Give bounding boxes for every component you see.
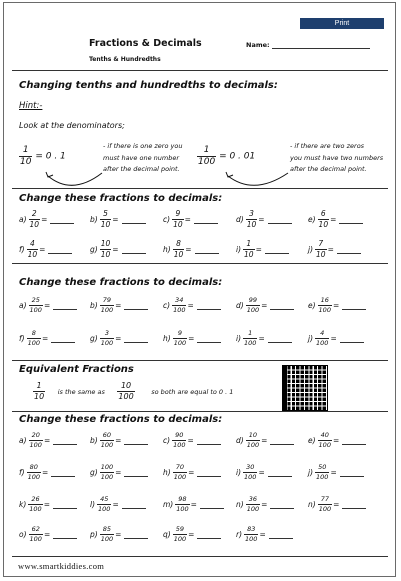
question-s2-9: j) $\frac{4}{100}$ = — [308, 330, 364, 346]
question-s1-1: b) $\frac{5}{10}$ = — [90, 210, 146, 228]
worksheet-title: Fractions & Decimals — [89, 38, 202, 49]
answer-blank[interactable] — [53, 500, 77, 509]
question-label: g) — [90, 244, 98, 254]
question-label: a) — [19, 214, 27, 224]
equivalent-fraction-2: $\frac{10}{100}$ — [118, 381, 134, 401]
question-fraction: $\frac{59}{100}$ — [173, 525, 187, 543]
question-label: f) — [19, 333, 25, 343]
question-fraction: $\frac{8}{100}$ — [27, 329, 40, 347]
answer-blank[interactable] — [268, 215, 292, 224]
question-fraction: $\frac{3}{10}$ — [246, 209, 257, 229]
answer-blank[interactable] — [197, 436, 221, 445]
answer-blank[interactable] — [200, 500, 224, 509]
question-label: j) — [308, 467, 314, 477]
answer-blank[interactable] — [269, 530, 293, 539]
arrow-hundredths — [228, 173, 288, 185]
question-fraction: $\frac{79}{100}$ — [100, 296, 114, 314]
question-fraction: $\frac{8}{10}$ — [173, 239, 184, 259]
question-label: i) — [236, 467, 242, 477]
question-s3-17: q) $\frac{59}{100}$ = — [163, 526, 221, 542]
question-label: n) — [308, 499, 316, 509]
question-fraction: $\frac{90}{100}$ — [173, 431, 186, 449]
answer-blank[interactable] — [270, 500, 294, 509]
question-fraction: $\frac{10}{10}$ — [100, 239, 111, 259]
question-s2-5: f) $\frac{8}{100}$ = — [19, 330, 75, 346]
answer-blank[interactable] — [270, 301, 294, 310]
question-s3-10: k) $\frac{26}{100}$ = — [19, 496, 77, 512]
question-label: g) — [90, 333, 98, 343]
question-s3-6: g) $\frac{100}{100}$ = — [90, 464, 148, 480]
question-label: f) — [19, 244, 25, 254]
question-s1-7: h) $\frac{8}{10}$ = — [163, 240, 219, 258]
example-tenths-note: - if there is one zero you must have one number after the decimal point. — [103, 142, 183, 173]
equivalent-heading: Equivalent Fractions — [19, 364, 134, 375]
question-label: c) — [163, 435, 171, 445]
answer-blank[interactable] — [124, 468, 148, 477]
question-s2-7: h) $\frac{9}{100}$ = — [163, 330, 221, 346]
question-s1-6: g) $\frac{10}{10}$ = — [90, 240, 146, 258]
hundred-grid-image — [282, 365, 328, 411]
question-fraction: $\frac{60}{100}$ — [100, 431, 114, 449]
question-label: p) — [90, 529, 98, 539]
question-fraction: $\frac{9}{10}$ — [173, 209, 183, 229]
question-fraction: $\frac{7}{10}$ — [316, 239, 326, 259]
answer-blank[interactable] — [268, 468, 292, 477]
question-fraction: $\frac{85}{100}$ — [100, 525, 114, 543]
question-label: i) — [236, 333, 242, 343]
arrow-tenths — [48, 173, 102, 185]
question-fraction: $\frac{100}{100}$ — [100, 463, 114, 481]
question-fraction: $\frac{9}{100}$ — [173, 329, 187, 347]
question-fraction: $\frac{10}{100}$ — [246, 431, 260, 449]
section2-heading: Change these fractions to decimals: — [19, 277, 223, 288]
question-s1-2: c) $\frac{9}{10}$ = — [163, 210, 218, 228]
question-label: i) — [236, 244, 242, 254]
question-label: n) — [236, 499, 244, 509]
divider-footer — [12, 556, 388, 557]
divider-3 — [12, 360, 388, 361]
answer-blank[interactable] — [340, 468, 364, 477]
question-fraction: $\frac{80}{100}$ — [27, 463, 40, 481]
question-s3-11: l) $\frac{45}{100}$ = — [90, 496, 146, 512]
divider-4 — [12, 411, 388, 412]
answer-blank[interactable] — [270, 436, 294, 445]
intro-heading: Changing tenths and hundredths to decimals: — [19, 80, 278, 91]
question-s1-4: e) $\frac{6}{10}$ = — [308, 210, 363, 228]
answer-blank[interactable] — [124, 436, 148, 445]
question-label: g) — [90, 467, 98, 477]
question-label: r) — [236, 529, 243, 539]
question-label: d) — [236, 435, 244, 445]
question-fraction: $\frac{45}{100}$ — [98, 495, 111, 513]
question-label: f) — [19, 467, 25, 477]
question-fraction: $\frac{6}{10}$ — [318, 209, 329, 229]
question-label: e) — [308, 435, 316, 445]
question-label: d) — [236, 300, 244, 310]
answer-blank[interactable] — [122, 245, 146, 254]
answer-blank[interactable] — [197, 334, 221, 343]
question-s3-9: j) $\frac{50}{100}$ = — [308, 464, 364, 480]
question-s1-3: d) $\frac{3}{10}$ = — [236, 210, 292, 228]
question-label: q) — [163, 529, 171, 539]
question-s3-2: c) $\frac{90}{100}$ = — [163, 432, 221, 448]
question-s3-13: n) $\frac{36}{100}$ = — [236, 496, 294, 512]
question-s2-3: d) $\frac{99}{100}$ = — [236, 297, 294, 313]
question-label: k) — [19, 499, 27, 509]
question-label: l) — [90, 499, 96, 509]
equivalent-statement: $\frac{1}{10}$ is the same as $\frac{10}{100}$ so both are equal to 0 . 1 — [34, 381, 234, 401]
section3-heading: Change these fractions to decimals: — [19, 414, 223, 425]
question-fraction: $\frac{4}{100}$ — [316, 329, 329, 347]
question-s1-9: j) $\frac{7}{10}$ = — [308, 240, 361, 258]
question-label: h) — [163, 333, 171, 343]
question-label: b) — [90, 214, 98, 224]
question-s2-4: e) $\frac{16}{100}$ = — [308, 297, 366, 313]
question-label: d) — [236, 214, 244, 224]
question-fraction: $\frac{50}{100}$ — [316, 463, 329, 481]
answer-blank[interactable] — [50, 215, 74, 224]
answer-blank[interactable] — [342, 301, 366, 310]
answer-blank[interactable] — [122, 215, 146, 224]
example-hundredths: $\frac{1}{100}$ = 0 . 01 — [198, 145, 256, 167]
question-fraction: $\frac{77}{100}$ — [318, 495, 332, 513]
question-fraction: $\frac{25}{100}$ — [29, 296, 42, 314]
question-fraction: $\frac{2}{10}$ — [29, 209, 40, 229]
question-s1-8: i) $\frac{1}{10}$ = — [236, 240, 289, 258]
question-fraction: $\frac{1}{10}$ — [244, 239, 254, 259]
question-fraction: $\frac{4}{10}$ — [27, 239, 38, 259]
example-tenths: $\frac{1}{10}$ = 0 . 1 — [20, 145, 66, 167]
answer-blank[interactable] — [122, 500, 146, 509]
answer-blank[interactable] — [51, 334, 75, 343]
answer-blank[interactable] — [194, 215, 218, 224]
answer-blank[interactable] — [124, 301, 148, 310]
question-s3-16: p) $\frac{85}{100}$ = — [90, 526, 148, 542]
question-label: a) — [19, 300, 27, 310]
question-label: h) — [163, 467, 171, 477]
example-hundredths-note: - if there are two zeros you must have two numbers after the decimal point. — [290, 142, 384, 173]
answer-blank[interactable] — [342, 436, 366, 445]
question-label: j) — [308, 244, 314, 254]
question-s3-4: e) $\frac{40}{100}$ = — [308, 432, 366, 448]
answer-blank[interactable] — [268, 334, 292, 343]
answer-blank[interactable] — [124, 530, 148, 539]
footer-website: www.smartkiddies.com — [18, 561, 105, 571]
question-fraction: $\frac{70}{100}$ — [173, 463, 187, 481]
answer-blank[interactable] — [197, 530, 221, 539]
question-label: c) — [163, 300, 171, 310]
answer-blank[interactable] — [340, 334, 364, 343]
question-label: b) — [90, 435, 98, 445]
answer-blank[interactable] — [53, 436, 77, 445]
question-s3-1: b) $\frac{60}{100}$ = — [90, 432, 148, 448]
question-s3-5: f) $\frac{80}{100}$ = — [19, 464, 75, 480]
question-label: b) — [90, 300, 98, 310]
section1-heading: Change these fractions to decimals: — [19, 193, 223, 204]
question-s2-1: b) $\frac{79}{100}$ = — [90, 297, 148, 313]
question-fraction: $\frac{30}{100}$ — [244, 463, 257, 481]
question-fraction: $\frac{36}{100}$ — [246, 495, 260, 513]
denominator-tip: Look at the denominators; — [19, 121, 125, 130]
question-s3-7: h) $\frac{70}{100}$ = — [163, 464, 221, 480]
question-s1-0: a) $\frac{2}{10}$ = — [19, 210, 74, 228]
question-s1-5: f) $\frac{4}{10}$ = — [19, 240, 72, 258]
name-label: Name: — [246, 41, 270, 49]
divider-2 — [12, 263, 388, 264]
answer-blank[interactable] — [124, 334, 148, 343]
question-fraction: $\frac{26}{100}$ — [29, 495, 42, 513]
question-s3-3: d) $\frac{10}{100}$ = — [236, 432, 294, 448]
question-fraction: $\frac{34}{100}$ — [173, 296, 186, 314]
question-fraction: $\frac{1}{100}$ — [244, 329, 257, 347]
answer-blank[interactable] — [53, 530, 77, 539]
question-s3-12: m) $\frac{98}{100}$ = — [163, 496, 224, 512]
question-label: c) — [163, 214, 171, 224]
question-s3-14: n) $\frac{77}{100}$ = — [308, 496, 366, 512]
question-fraction: $\frac{99}{100}$ — [246, 296, 260, 314]
question-s3-18: r) $\frac{83}{100}$ = — [236, 526, 293, 542]
answer-blank[interactable] — [337, 245, 361, 254]
answer-blank[interactable] — [265, 245, 289, 254]
answer-blank[interactable] — [48, 245, 72, 254]
print-button[interactable]: Print — [300, 18, 384, 29]
question-label: j) — [308, 333, 314, 343]
answer-blank[interactable] — [342, 500, 366, 509]
question-s2-2: c) $\frac{34}{100}$ = — [163, 297, 221, 313]
question-s2-0: a) $\frac{25}{100}$ = — [19, 297, 77, 313]
question-s3-15: o) $\frac{62}{100}$ = — [19, 526, 77, 542]
question-fraction: $\frac{62}{100}$ — [29, 525, 42, 543]
question-label: e) — [308, 214, 316, 224]
question-fraction: $\frac{83}{100}$ — [245, 525, 258, 543]
question-label: m) — [163, 499, 174, 509]
answer-blank[interactable] — [195, 245, 219, 254]
question-fraction: $\frac{20}{100}$ — [29, 431, 42, 449]
answer-blank[interactable] — [53, 301, 77, 310]
answer-blank[interactable] — [339, 215, 363, 224]
question-fraction: $\frac{5}{10}$ — [100, 209, 111, 229]
question-fraction: $\frac{98}{100}$ — [176, 495, 189, 513]
question-s2-8: i) $\frac{1}{100}$ = — [236, 330, 292, 346]
answer-blank[interactable] — [197, 301, 221, 310]
answer-blank[interactable] — [51, 468, 75, 477]
question-s2-6: g) $\frac{3}{100}$ = — [90, 330, 148, 346]
question-fraction: $\frac{40}{100}$ — [318, 431, 331, 449]
question-label: a) — [19, 435, 27, 445]
divider-1 — [12, 188, 388, 189]
question-label: o) — [19, 529, 27, 539]
hint-label: Hint:- — [19, 101, 43, 111]
answer-blank[interactable] — [197, 468, 221, 477]
question-s3-0: a) $\frac{20}{100}$ = — [19, 432, 77, 448]
question-label: h) — [163, 244, 171, 254]
question-fraction: $\frac{3}{100}$ — [100, 329, 114, 347]
worksheet-subtitle: Tenths & Hundredths — [89, 56, 161, 63]
equivalent-fraction-1: $\frac{1}{10}$ — [34, 381, 45, 401]
question-s3-8: i) $\frac{30}{100}$ = — [236, 464, 292, 480]
question-fraction: $\frac{16}{100}$ — [318, 296, 331, 314]
question-label: e) — [308, 300, 316, 310]
